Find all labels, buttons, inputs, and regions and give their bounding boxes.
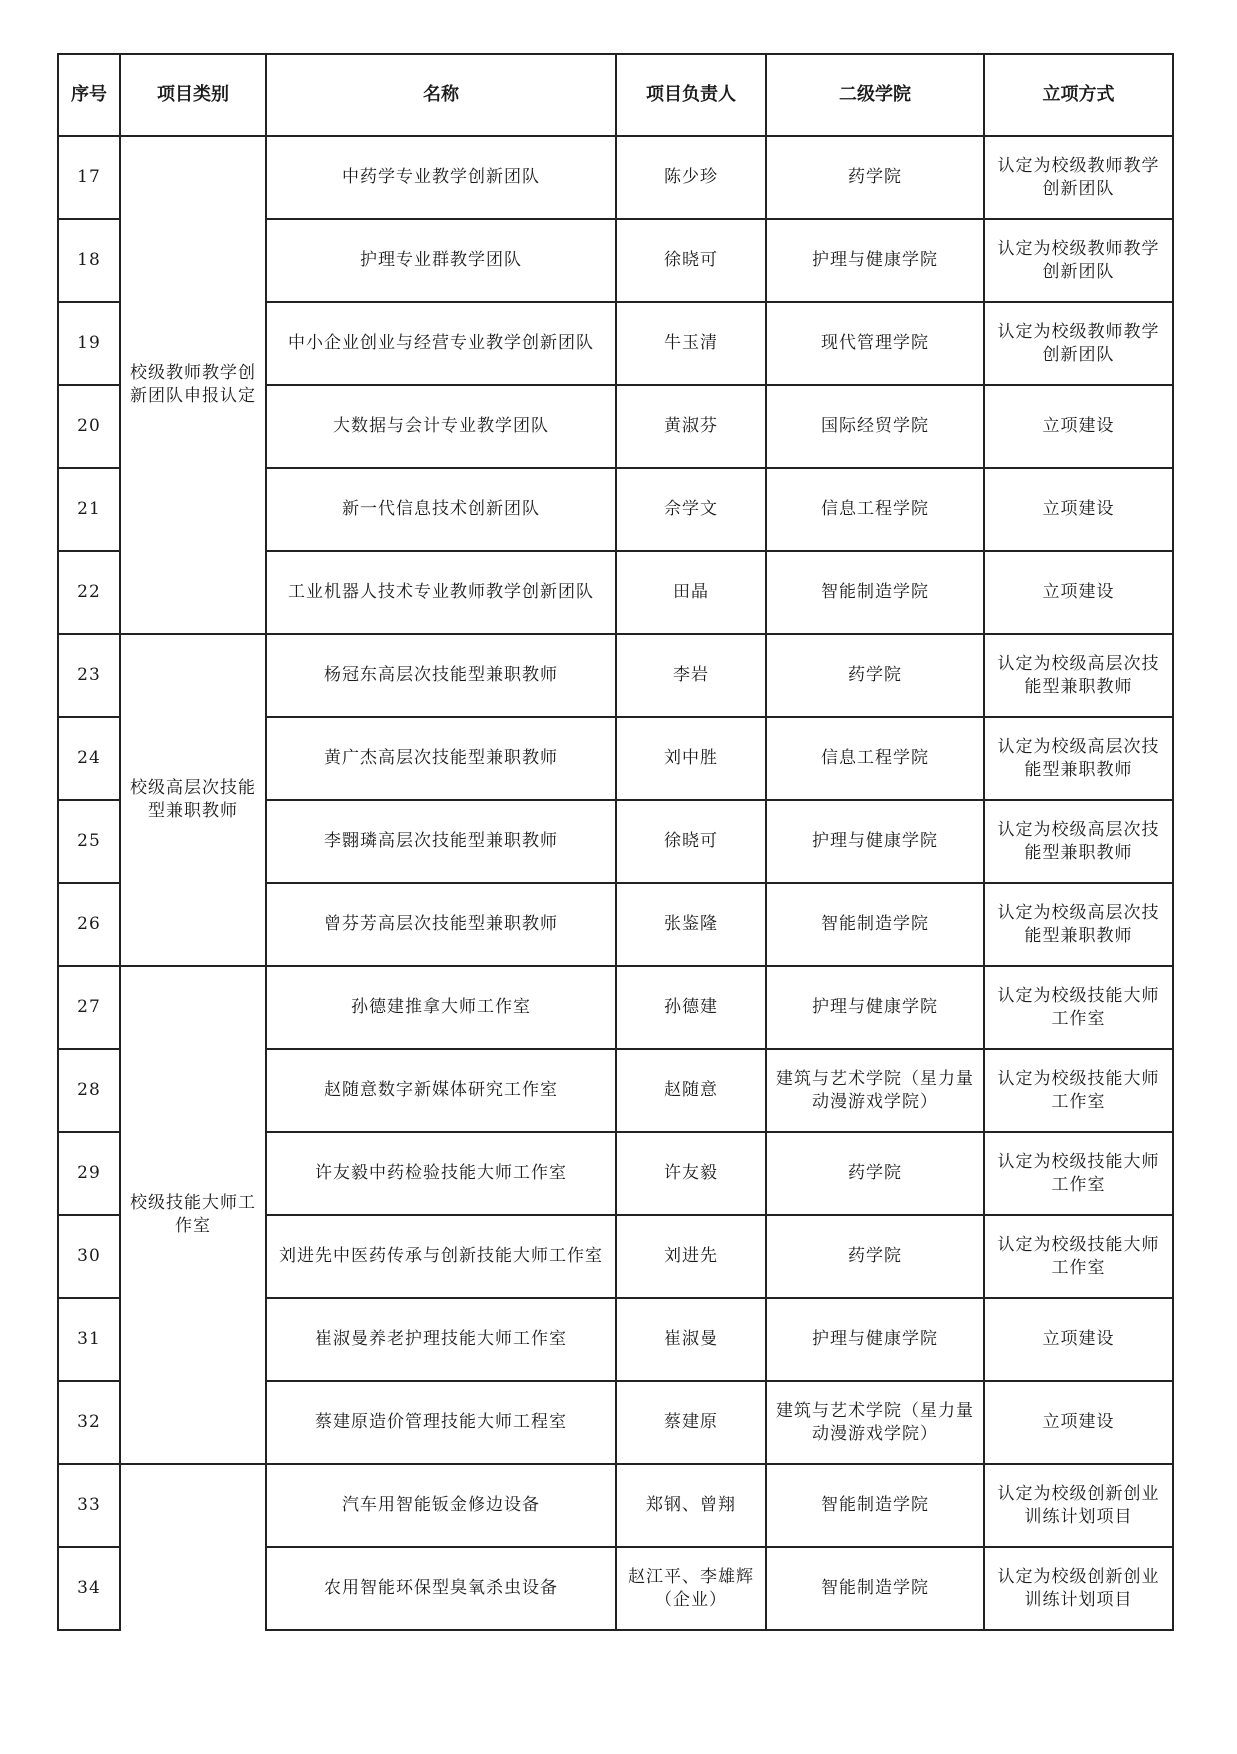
cell-seq: 18	[58, 219, 120, 302]
cell-method: 认定为校级高层次技能型兼职教师	[984, 717, 1173, 800]
header-category: 项目类别	[120, 54, 266, 136]
cell-college: 药学院	[766, 1215, 984, 1298]
cell-seq: 31	[58, 1298, 120, 1381]
cell-seq: 17	[58, 136, 120, 219]
cell-leader: 许友毅	[616, 1132, 766, 1215]
cell-leader: 李岩	[616, 634, 766, 717]
cell-method: 认定为校级教师教学创新团队	[984, 302, 1173, 385]
cell-name: 汽车用智能钣金修边设备	[266, 1464, 616, 1547]
cell-leader: 黄淑芬	[616, 385, 766, 468]
cell-seq: 24	[58, 717, 120, 800]
cell-leader: 刘进先	[616, 1215, 766, 1298]
cell-seq: 29	[58, 1132, 120, 1215]
cell-method: 认定为校级创新创业训练计划项目	[984, 1464, 1173, 1547]
header-method: 立项方式	[984, 54, 1173, 136]
cell-college: 国际经贸学院	[766, 385, 984, 468]
cell-name: 新一代信息技术创新团队	[266, 468, 616, 551]
cell-leader: 赵江平、李雄辉（企业）	[616, 1547, 766, 1630]
cell-method: 认定为校级创新创业训练计划项目	[984, 1547, 1173, 1630]
cell-seq: 20	[58, 385, 120, 468]
cell-name: 孙德建推拿大师工作室	[266, 966, 616, 1049]
cell-college: 护理与健康学院	[766, 966, 984, 1049]
cell-method: 认定为校级高层次技能型兼职教师	[984, 634, 1173, 717]
header-row	[58, 54, 1173, 136]
cell-seq: 32	[58, 1381, 120, 1464]
cell-college: 智能制造学院	[766, 1547, 984, 1630]
cell-name: 中药学专业教学创新团队	[266, 136, 616, 219]
cell-method: 认定为校级技能大师工作室	[984, 1049, 1173, 1132]
cell-method: 立项建设	[984, 385, 1173, 468]
cell-name: 农用智能环保型臭氧杀虫设备	[266, 1547, 616, 1630]
table-row	[58, 966, 1173, 1049]
cell-seq: 30	[58, 1215, 120, 1298]
cell-leader: 张鉴隆	[616, 883, 766, 966]
cell-seq: 26	[58, 883, 120, 966]
cell-seq: 25	[58, 800, 120, 883]
cell-college: 信息工程学院	[766, 717, 984, 800]
cell-leader: 佘学文	[616, 468, 766, 551]
table-header	[58, 54, 1173, 136]
cell-category: 校级高层次技能型兼职教师	[120, 634, 266, 966]
cell-seq: 34	[58, 1547, 120, 1630]
cell-method: 认定为校级高层次技能型兼职教师	[984, 883, 1173, 966]
cell-category: 校级教师教学创新团队申报认定	[120, 136, 266, 634]
cell-name: 崔淑曼养老护理技能大师工作室	[266, 1298, 616, 1381]
cell-name: 蔡建原造价管理技能大师工程室	[266, 1381, 616, 1464]
cell-college: 护理与健康学院	[766, 800, 984, 883]
cell-name: 中小企业创业与经营专业教学创新团队	[266, 302, 616, 385]
header-seq: 序号	[58, 54, 120, 136]
project-table	[57, 53, 1174, 1631]
cell-leader: 徐晓可	[616, 800, 766, 883]
cell-name: 曾芬芳高层次技能型兼职教师	[266, 883, 616, 966]
cell-method: 立项建设	[984, 1381, 1173, 1464]
cell-category	[120, 1464, 266, 1630]
cell-method: 认定为校级教师教学创新团队	[984, 136, 1173, 219]
table-row	[58, 1464, 1173, 1547]
cell-method: 立项建设	[984, 551, 1173, 634]
header-name: 名称	[266, 54, 616, 136]
cell-leader: 郑钢、曾翔	[616, 1464, 766, 1547]
cell-seq: 22	[58, 551, 120, 634]
cell-method: 立项建设	[984, 1298, 1173, 1381]
cell-college: 建筑与艺术学院（星力量动漫游戏学院）	[766, 1381, 984, 1464]
cell-college: 药学院	[766, 634, 984, 717]
table-row	[58, 136, 1173, 219]
cell-method: 认定为校级高层次技能型兼职教师	[984, 800, 1173, 883]
cell-leader: 崔淑曼	[616, 1298, 766, 1381]
cell-leader: 陈少珍	[616, 136, 766, 219]
cell-leader: 蔡建原	[616, 1381, 766, 1464]
cell-college: 护理与健康学院	[766, 219, 984, 302]
cell-college: 智能制造学院	[766, 1464, 984, 1547]
cell-method: 立项建设	[984, 468, 1173, 551]
table-row	[58, 634, 1173, 717]
cell-leader: 田晶	[616, 551, 766, 634]
table-body	[58, 136, 1173, 1630]
cell-name: 许友毅中药检验技能大师工作室	[266, 1132, 616, 1215]
cell-college: 信息工程学院	[766, 468, 984, 551]
cell-college: 智能制造学院	[766, 551, 984, 634]
project-table-sheet	[57, 53, 1174, 1631]
cell-name: 赵随意数字新媒体研究工作室	[266, 1049, 616, 1132]
cell-seq: 33	[58, 1464, 120, 1547]
cell-college: 智能制造学院	[766, 883, 984, 966]
cell-leader: 赵随意	[616, 1049, 766, 1132]
cell-name: 黄广杰高层次技能型兼职教师	[266, 717, 616, 800]
cell-leader: 孙德建	[616, 966, 766, 1049]
header-college: 二级学院	[766, 54, 984, 136]
cell-leader: 徐晓可	[616, 219, 766, 302]
cell-name: 工业机器人技术专业教师教学创新团队	[266, 551, 616, 634]
cell-category: 校级技能大师工作室	[120, 966, 266, 1464]
cell-seq: 19	[58, 302, 120, 385]
cell-seq: 23	[58, 634, 120, 717]
cell-college: 药学院	[766, 1132, 984, 1215]
cell-seq: 27	[58, 966, 120, 1049]
cell-seq: 21	[58, 468, 120, 551]
cell-name: 大数据与会计专业教学团队	[266, 385, 616, 468]
cell-name: 杨冠东高层次技能型兼职教师	[266, 634, 616, 717]
header-leader: 项目负责人	[616, 54, 766, 136]
cell-name: 李翾璘高层次技能型兼职教师	[266, 800, 616, 883]
cell-college: 护理与健康学院	[766, 1298, 984, 1381]
cell-college: 药学院	[766, 136, 984, 219]
cell-college: 现代管理学院	[766, 302, 984, 385]
cell-name: 刘进先中医药传承与创新技能大师工作室	[266, 1215, 616, 1298]
cell-seq: 28	[58, 1049, 120, 1132]
cell-method: 认定为校级技能大师工作室	[984, 966, 1173, 1049]
cell-method: 认定为校级教师教学创新团队	[984, 219, 1173, 302]
cell-leader: 刘中胜	[616, 717, 766, 800]
cell-leader: 牛玉清	[616, 302, 766, 385]
cell-name: 护理专业群教学团队	[266, 219, 616, 302]
cell-college: 建筑与艺术学院（星力量动漫游戏学院）	[766, 1049, 984, 1132]
cell-method: 认定为校级技能大师工作室	[984, 1215, 1173, 1298]
cell-method: 认定为校级技能大师工作室	[984, 1132, 1173, 1215]
